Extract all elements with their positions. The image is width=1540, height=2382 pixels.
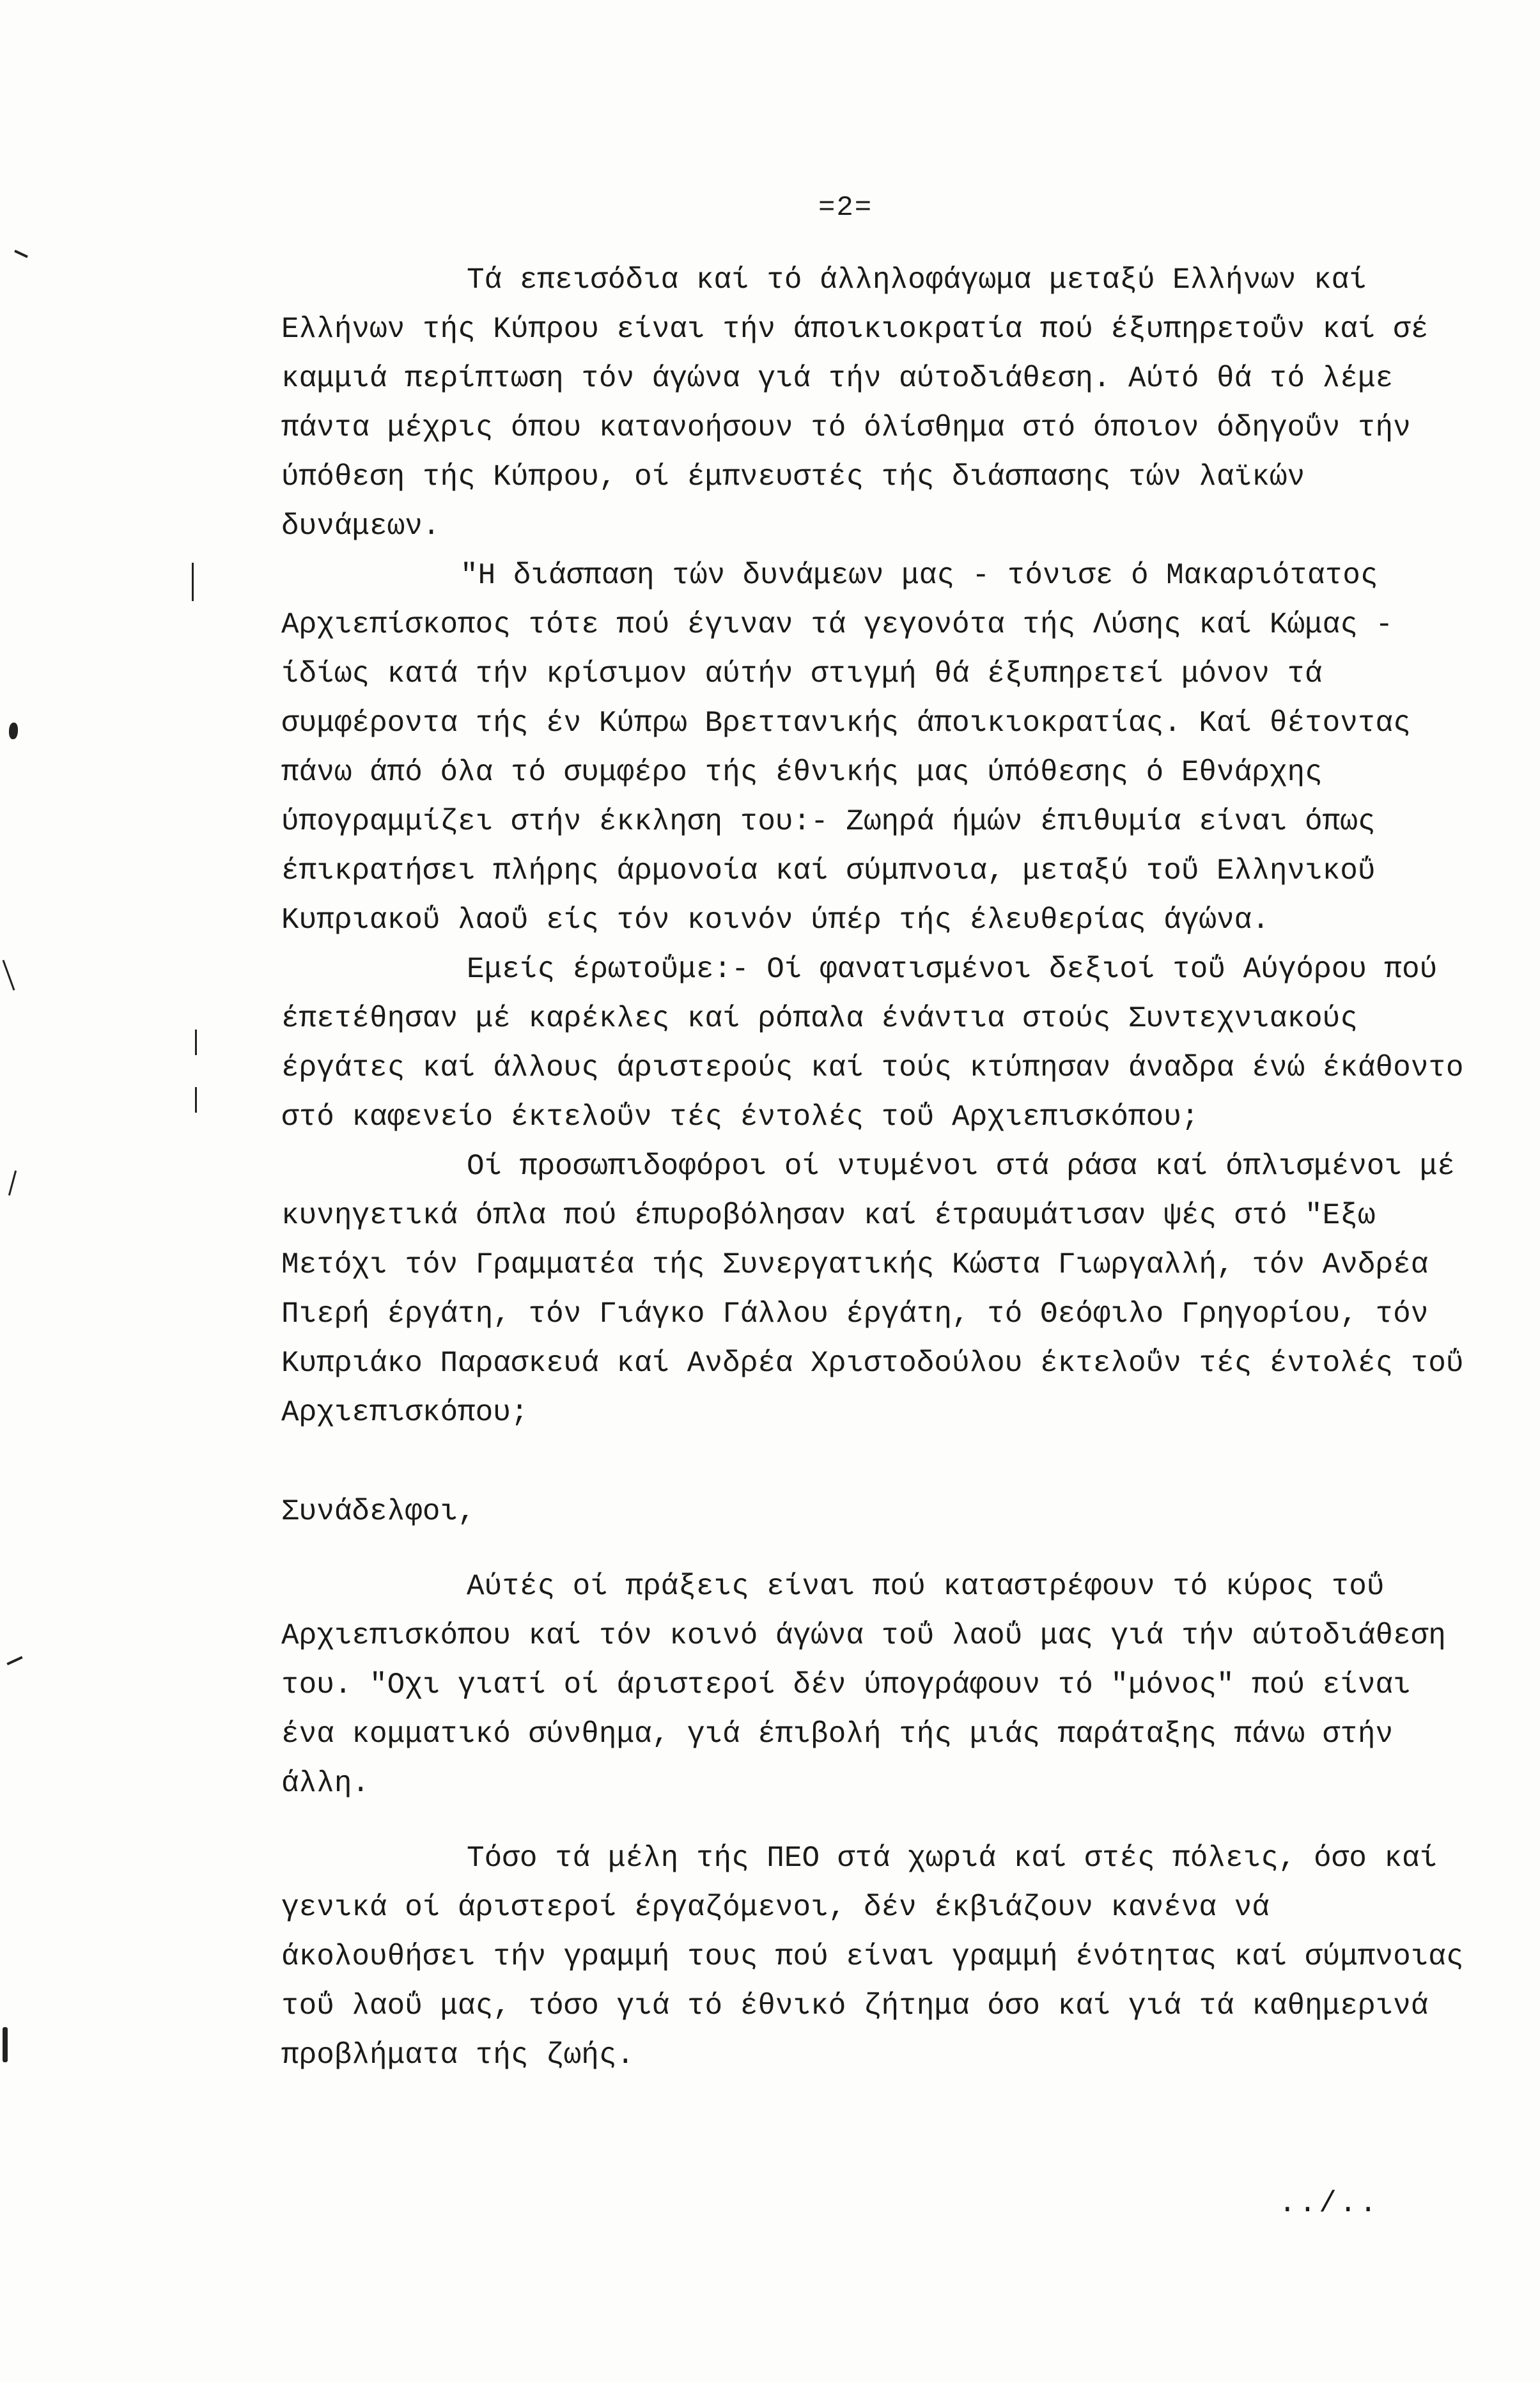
paragraph: Αύτές οί πράξεις είναι πού καταστρέφουν τό κύρος τοΰ Αρχιεπισκόπου καί τόν κοινό άγώνα τοΰ λαοΰ μας γιά τήν αύτοδιάθεση του. "Οχι γιατί οί άριστεροί δέν ύπογράφουν τό "μόνος" πού είναι ένα κομματικό σύνθημα, γιά έπιβολή τής μιάς παράταξης πάνω στήν άλλη. [281,1570,1464,1800]
paragraph: Οί προσωπιδοφόροι οί ντυμένοι στά ράσα καί όπλισμένοι μέ κυνηγετικά όπλα πού έπυροβόλησαν καί έτραυμάτισαν ψές στό "Εξω Μετόχι τόν Γραμματέα τής Συνεργατικής Κώστα Γιωργαλλή, τόν Ανδρέα Πιερή έργάτη, τόν Γιάγκο Γάλλου έργάτη, τό Θεόφιλο Γρηγορίου, τόν Κυπριάκο Παρασκευά καί Ανδρέα Χριστοδούλου έκτελοΰν τές έντολές τοΰ Αρχιεπισκόπου; [281,1150,1482,1429]
paragraph: Τά επεισόδια καί τό άλληλοφάγωμα μεταξύ Ελλήνων καί Ελλήνων τής Κύπρου είναι τήν άποικιοκρατία πού έξυπηρετοΰν καί σέ καμμιά περίπτωση τόν άγώνα γιά τήν αύτοδιάθεση. Αύτό θά τό λέμε πάντα μέχρις όπου κατανοήσουν τό όλίσθημα στό όποιον όδηγοΰν τήν ύπόθεση τής Κύπρου, οί έμπνευστές τής διάσπασης τών λαϊκών δυνάμεων. [281,263,1446,543]
scan-artifact [3,960,15,991]
paragraph: Τόσο τά μέλη τής ΠΕΟ στά χωριά καί στές πόλεις, όσο καί γενικά οί άριστεροί έργαζόμενοι, δέν έκβιάζουν κανένα νά άκολουθήσει τήν γραμμή τους πού είναι γραμμή ένότητας καί σύμπνοιας τοΰ λαοΰ μας, τόσο γιά τό έθνικό ζήτημα όσο καί γιά τά καθημερινά προβλήματα τής ζωής. [281,1842,1482,2072]
scan-artifact [14,250,28,258]
scan-artifact [195,1030,197,1055]
page-number: =2= [818,192,873,224]
document-body [281,256,1482,2080]
salutation: Συνάδελφοι, [281,1495,476,1528]
scan-artifact [8,1170,17,1195]
scan-artifact [3,2027,8,2062]
scan-artifact [192,563,194,601]
paragraph: Εμείς έρωτοΰμε:- Οί φανατισμένοι δεξιοί τοΰ Αύγόρου πού έπετέθησαν μέ καρέκλες καί ρόπαλα ένάντια στούς Συντεχνιακούς έργάτες καί άλλους άριστερούς καί τούς κτύπησαν άναδρα ένώ έκάθοντο στό καφενείο έκτελοΰν τές έντολές τοΰ Αρχιεπισκόπου; [281,953,1482,1134]
scan-artifact [195,1087,197,1113]
scan-artifact [6,1656,22,1666]
scan-artifact [9,723,18,739]
paragraph: "Η διάσπαση τών δυνάμεων μας - τόνισε ό Μακαριότατος Αρχιεπίσκοπος τότε πού έγιναν τά γεγονότα τής Λύσης καί Κώμας - ίδίως κατά τήν κρίσιμον αύτήν στιγμή θά έξυπηρετεί μόνον τά συμφέροντα τής έν Κύπρω Βρεττανικής άποικιοκρατίας. Καί θέτοντας πάνω άπό όλα τό συμφέρο τής έθνικής μας ύπόθεσης ό Εθνάρχης ύπογραμμίζει στήν έκκληση του:- Ζωηρά ήμών έπιθυμία είναι όπως έπικρατήσει πλήρης άρμονοία καί σύμπνοια, μεταξύ τοΰ Ελληνικοΰ Κυπριακοΰ λαοΰ είς τόν κοινόν ύπέρ τής έλευθερίας άγώνα. [281,559,1429,937]
continuation-mark: ../.. [1279,2187,1380,2220]
